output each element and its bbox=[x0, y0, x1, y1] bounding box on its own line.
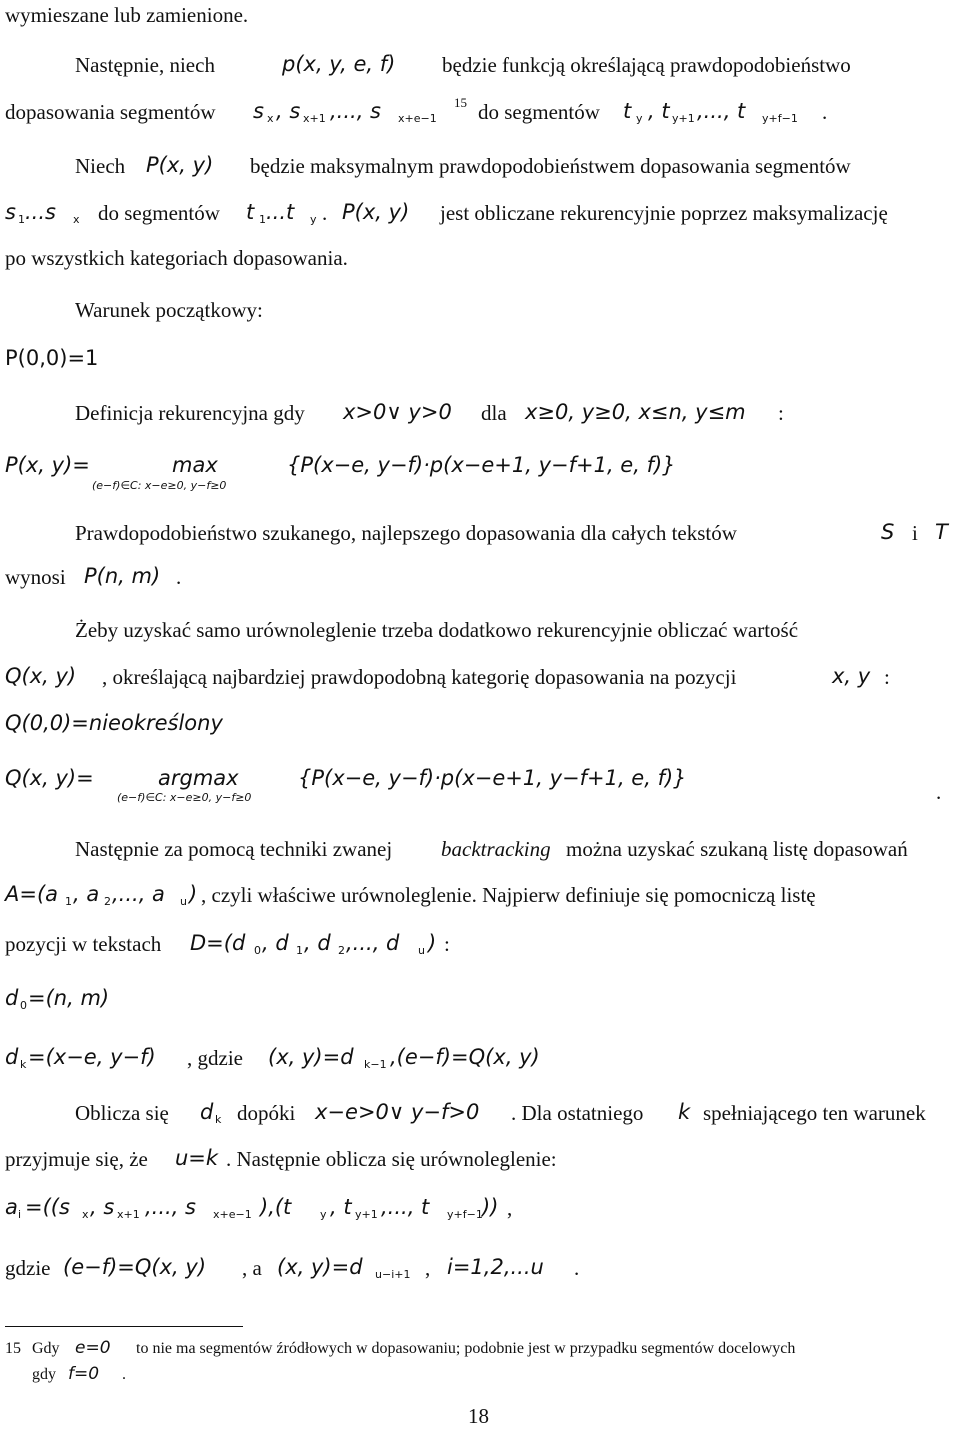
paragraph-line: można uzyskać szukaną listę dopasowań bbox=[566, 837, 908, 861]
math-inline: p(x, y, e, f) bbox=[282, 52, 396, 76]
math-subscript: 0 bbox=[254, 944, 261, 957]
math-inline: ...s bbox=[25, 200, 56, 224]
math-inline: T bbox=[935, 520, 948, 544]
math-subscript: y+1 bbox=[355, 1208, 378, 1221]
paragraph-line: Niech bbox=[75, 154, 126, 178]
paragraph-line: Definicja rekurencyjna gdy bbox=[75, 401, 305, 425]
math-inline: ,..., t bbox=[697, 99, 746, 123]
math-subscript: k bbox=[215, 1113, 222, 1126]
math-subscript: 2 bbox=[104, 895, 111, 908]
math-inline: , t bbox=[648, 99, 670, 123]
math-equation: =(x−e, y−f) bbox=[28, 1045, 156, 1069]
math-inline: t bbox=[246, 200, 255, 224]
math-equation: P(0,0)=1 bbox=[5, 346, 99, 370]
paragraph-line: Warunek początkowy: bbox=[75, 298, 263, 322]
punctuation: . bbox=[822, 100, 828, 124]
math-inline: (e−f)=Q(x, y) bbox=[63, 1255, 207, 1279]
paragraph-line: dopasowania segmentów bbox=[5, 100, 216, 124]
footnote-text: to nie ma segmentów źródłowych w dopasowaniu; podobnie jest w przypadku segmentów docelowych bbox=[136, 1340, 796, 1357]
math-inline: , s bbox=[276, 99, 301, 123]
math-inline: x≥0, y≥0, x≤n, y≤m bbox=[525, 400, 746, 424]
paragraph-line: przyjmuje się, że bbox=[5, 1147, 148, 1171]
punctuation: . bbox=[176, 565, 182, 589]
math-equation: ,..., s bbox=[145, 1195, 196, 1219]
footnote-math: f=0 bbox=[68, 1364, 100, 1384]
math-operator: argmax bbox=[158, 766, 239, 790]
math-subscript: 1 bbox=[65, 895, 72, 908]
math-expression: {P(x−e, y−f)·p(x−e+1, y−f+1, e, f)} bbox=[298, 766, 687, 790]
math-under-limit: (e−f)∈C: x−e≥0, y−f≥0 bbox=[92, 479, 227, 492]
math-subscript: y+f−1 bbox=[447, 1208, 483, 1221]
math-subscript: k bbox=[20, 1058, 27, 1071]
math-inline: (x, y)=d bbox=[277, 1255, 363, 1279]
math-equation: d bbox=[5, 986, 19, 1010]
punctuation: . bbox=[322, 201, 328, 225]
math-inline: s bbox=[253, 99, 264, 123]
math-equation: , t bbox=[330, 1195, 352, 1219]
math-subscript: x+e−1 bbox=[213, 1208, 252, 1221]
footnote-math: e=0 bbox=[75, 1338, 111, 1358]
math-subscript: y+f−1 bbox=[762, 112, 798, 125]
paragraph-line: po wszystkich kategoriach dopasowania. bbox=[5, 246, 348, 270]
math-equation: Q(0,0)=nieokreślony bbox=[5, 711, 223, 735]
math-subscript: 1 bbox=[296, 944, 303, 957]
math-subscript: y bbox=[636, 112, 643, 125]
math-equation: ,..., t bbox=[381, 1195, 430, 1219]
math-inline: u=k bbox=[175, 1146, 219, 1170]
math-equation: , s bbox=[90, 1195, 115, 1219]
math-equation: P(x, y)= bbox=[5, 453, 90, 477]
punctuation: : bbox=[444, 932, 450, 956]
math-expression: {P(x−e, y−f)·p(x−e+1, y−f+1, e, f)} bbox=[287, 453, 676, 477]
math-inline: S bbox=[881, 520, 895, 544]
math-inline: ,..., d bbox=[346, 931, 400, 955]
math-equation: )) bbox=[482, 1195, 499, 1219]
math-inline: k bbox=[678, 1100, 691, 1124]
math-equation: Q(x, y)= bbox=[5, 766, 94, 790]
math-inline: P(n, m) bbox=[84, 564, 161, 588]
math-operator: max bbox=[172, 453, 218, 477]
paragraph-line: dopóki bbox=[237, 1101, 296, 1125]
math-inline: ) bbox=[428, 931, 437, 955]
paragraph-line: wymieszane lub zamienione. bbox=[5, 3, 249, 27]
math-subscript: 1 bbox=[18, 213, 25, 226]
math-subscript: x bbox=[73, 213, 80, 226]
paragraph-line: spełniającego ten warunek bbox=[703, 1101, 926, 1125]
math-subscript: x+1 bbox=[303, 112, 326, 125]
footnote-text: Gdy bbox=[32, 1340, 60, 1357]
paragraph-line: wynosi bbox=[5, 565, 66, 589]
paragraph-line: będzie maksymalnym prawdopodobieństwem dopasowania segmentów bbox=[250, 154, 851, 178]
punctuation: : bbox=[884, 665, 890, 689]
math-inline: ,..., s bbox=[330, 99, 381, 123]
math-inline: , a bbox=[73, 882, 100, 906]
punctuation: . bbox=[574, 1256, 580, 1280]
math-equation: =((s bbox=[25, 1195, 70, 1219]
page-number: 18 bbox=[468, 1404, 489, 1428]
footnote-separator bbox=[5, 1326, 243, 1327]
math-equation: ,(e−f)=Q(x, y) bbox=[390, 1045, 540, 1069]
math-subscript: y bbox=[310, 213, 317, 226]
punctuation: : bbox=[778, 401, 784, 425]
math-inline: s bbox=[5, 200, 16, 224]
math-inline: ,..., a bbox=[112, 882, 165, 906]
math-inline: A=(a bbox=[5, 882, 59, 906]
punctuation: . bbox=[936, 780, 942, 804]
math-inline: Q(x, y) bbox=[5, 664, 77, 688]
math-inline: P(x, y) bbox=[146, 153, 214, 177]
punctuation: , bbox=[425, 1256, 431, 1280]
math-inline: ...t bbox=[266, 200, 295, 224]
paragraph-line: . Dla ostatniego bbox=[511, 1101, 644, 1125]
paragraph-line: pozycji w tekstach bbox=[5, 932, 162, 956]
math-subscript: i bbox=[18, 1208, 22, 1221]
math-equation: a bbox=[5, 1195, 18, 1219]
math-subscript: y+1 bbox=[672, 112, 695, 125]
math-inline: d bbox=[200, 1100, 214, 1124]
paragraph-line: , czyli właściwe urównoleglenie. Najpierw definiuje się pomocniczą listę bbox=[201, 883, 816, 907]
math-inline: x>0∨ y>0 bbox=[343, 400, 452, 424]
paragraph-line: i bbox=[912, 521, 918, 545]
math-inline: x−e>0∨ y−f>0 bbox=[315, 1100, 480, 1124]
math-subscript: u bbox=[418, 944, 425, 957]
math-subscript: y bbox=[320, 1208, 327, 1221]
math-inline: t bbox=[623, 99, 632, 123]
paragraph-line: , gdzie bbox=[187, 1046, 243, 1070]
paragraph-line: Prawdopodobieństwo szukanego, najlepszego dopasowania dla całych tekstów bbox=[75, 521, 737, 545]
paragraph-line: Następnie za pomocą techniki zwanej bbox=[75, 837, 393, 861]
paragraph-line: jest obliczane rekurencyjnie poprzez maksymalizację bbox=[440, 201, 888, 225]
paragraph-line: , a bbox=[242, 1256, 262, 1280]
math-inline: , d bbox=[304, 931, 331, 955]
paragraph-line: do segmentów bbox=[478, 100, 600, 124]
math-subscript: x bbox=[82, 1208, 89, 1221]
paragraph-line: , określającą najbardziej prawdopodobną kategorię dopasowania na pozycji bbox=[102, 665, 737, 689]
paragraph-line: gdzie bbox=[5, 1256, 51, 1280]
paragraph-line: będzie funkcją określającą prawdopodobieństwo bbox=[442, 53, 851, 77]
math-under-limit: (e−f)∈C: x−e≥0, y−f≥0 bbox=[117, 791, 252, 804]
math-subscript: u−i+1 bbox=[375, 1268, 411, 1281]
paragraph-line: dla bbox=[481, 401, 507, 425]
math-equation: =(n, m) bbox=[28, 986, 110, 1010]
footnote-reference[interactable]: 15 bbox=[454, 95, 467, 110]
emphasis-term: backtracking bbox=[441, 837, 551, 861]
math-subscript: u bbox=[180, 895, 187, 908]
paragraph-line: Następnie, niech bbox=[75, 53, 215, 77]
math-subscript: x+1 bbox=[117, 1208, 140, 1221]
math-subscript: 2 bbox=[338, 944, 345, 957]
math-inline: , d bbox=[262, 931, 289, 955]
math-subscript: 1 bbox=[259, 213, 266, 226]
math-inline: i=1,2,...u bbox=[447, 1255, 544, 1279]
paragraph-line: do segmentów bbox=[98, 201, 220, 225]
math-subscript: x bbox=[267, 112, 274, 125]
math-equation: (x, y)=d bbox=[268, 1045, 354, 1069]
punctuation: , bbox=[507, 1196, 513, 1220]
footnote-text: gdy bbox=[32, 1366, 56, 1383]
math-inline: P(x, y) bbox=[342, 200, 410, 224]
paragraph-line: Żeby uzyskać samo urównoleglenie trzeba dodatkowo rekurencyjnie obliczać wartość bbox=[75, 618, 799, 642]
math-inline: D=(d bbox=[190, 931, 246, 955]
math-subscript: k−1 bbox=[364, 1058, 387, 1071]
math-inline: ) bbox=[189, 882, 198, 906]
footnote-text: . bbox=[122, 1366, 126, 1383]
math-subscript: 0 bbox=[20, 999, 27, 1012]
footnote-number: 15 bbox=[5, 1340, 21, 1357]
math-equation: ),(t bbox=[260, 1195, 292, 1219]
math-inline: x, y bbox=[832, 664, 871, 688]
math-equation: d bbox=[5, 1045, 19, 1069]
math-subscript: x+e−1 bbox=[398, 112, 437, 125]
paragraph-line: Oblicza się bbox=[75, 1101, 169, 1125]
paragraph-line: . Następnie oblicza się urównoleglenie: bbox=[226, 1147, 557, 1171]
